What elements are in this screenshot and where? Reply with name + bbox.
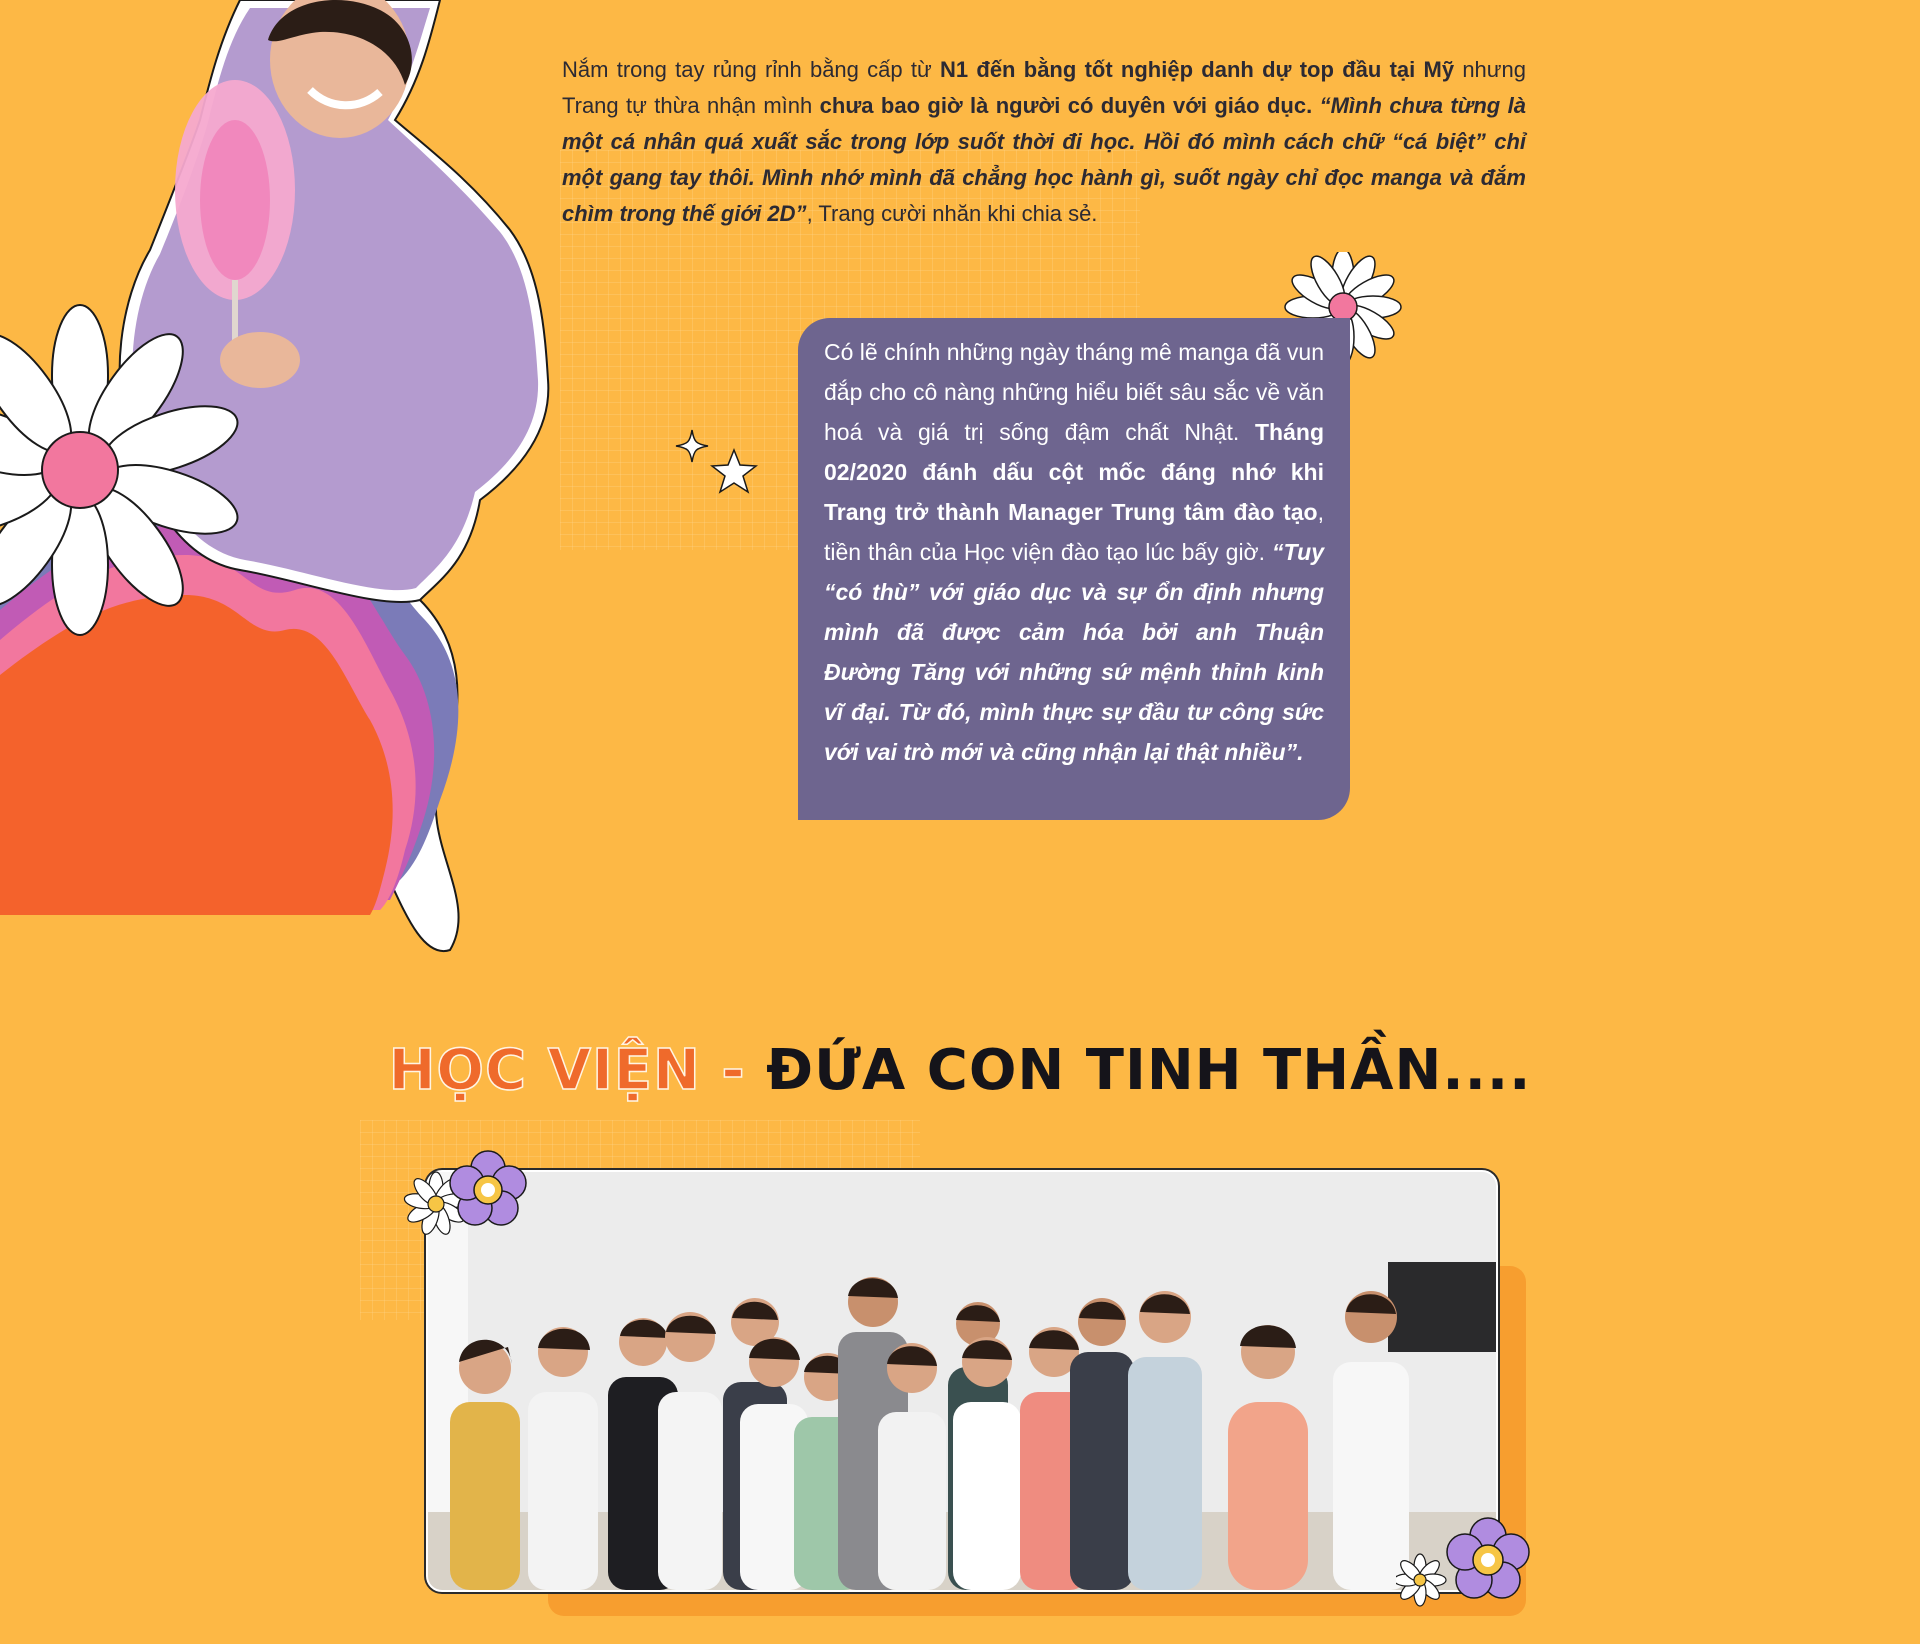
- intro-text-2: nhưng Trang tự thừa nhận mình: [562, 57, 1526, 118]
- quote-box: [798, 318, 1350, 820]
- star-icon: [710, 448, 758, 494]
- intro-text-1: Nắm trong tay rủng rỉnh bằng cấp từ: [562, 57, 940, 82]
- section-title-main: ĐỨA CON TINH THẦN....: [766, 1038, 1532, 1103]
- quote-italic: “Tuy “có thù” với giáo dục và sự ổn định nhưng mình đã được cảm hóa bởi anh Thuận Đường Tăng với những sứ mệnh thỉnh kinh vĩ đại. Từ đó, mình thực sự đầu tư công sức với vai trò mới và cũng nhận lại thật nhiều”.: [824, 539, 1324, 765]
- intro-bold-1: N1 đến bằng tốt nghiệp danh dự top đầu tại Mỹ: [940, 57, 1455, 82]
- purple-flower-icon-bottom: [1396, 1514, 1536, 1614]
- intro-bold-2: chưa bao giờ là người có duyên với giáo dục.: [819, 93, 1313, 118]
- quote-text-2: , tiền thân của Học viện đào tạo lúc bấy giờ.: [824, 499, 1324, 565]
- intro-paragraph: [562, 52, 1526, 232]
- quote-text-1: Có lẽ chính những ngày tháng mê manga đã vun đắp cho cô nàng những hiểu biết sâu sắc về văn hoá và giá trị sống đậm chất Nhật.: [824, 339, 1325, 445]
- quote-bold-1: Tháng 02/2020 đánh dấu cột mốc đáng nhớ khi Trang trở thành Manager Trung tâm đào tạo: [824, 419, 1324, 525]
- sparkle-icon: [674, 428, 710, 464]
- group-photo-scene: [428, 1172, 1496, 1590]
- section-title-accent: HỌC VIỆN -: [388, 1038, 746, 1103]
- section-title: [0, 1038, 1920, 1103]
- intro-text-3: , Trang cười nhăn khi chia sẻ.: [806, 201, 1098, 226]
- intro-quote: “Mình chưa từng là một cá nhân quá xuất sắc trong lớp suốt thời đi học. Hồi đó mình cách chữ “cá biệt” chỉ một gang tay thôi. Mình nhớ mình đã chẳng học hành gì, suốt ngày chỉ đọc manga và đắm chìm trong thế giới 2D”: [562, 93, 1526, 226]
- group-photo: [426, 1170, 1498, 1592]
- hero-illustration: [0, 0, 560, 960]
- purple-flower-icon: [402, 1144, 538, 1252]
